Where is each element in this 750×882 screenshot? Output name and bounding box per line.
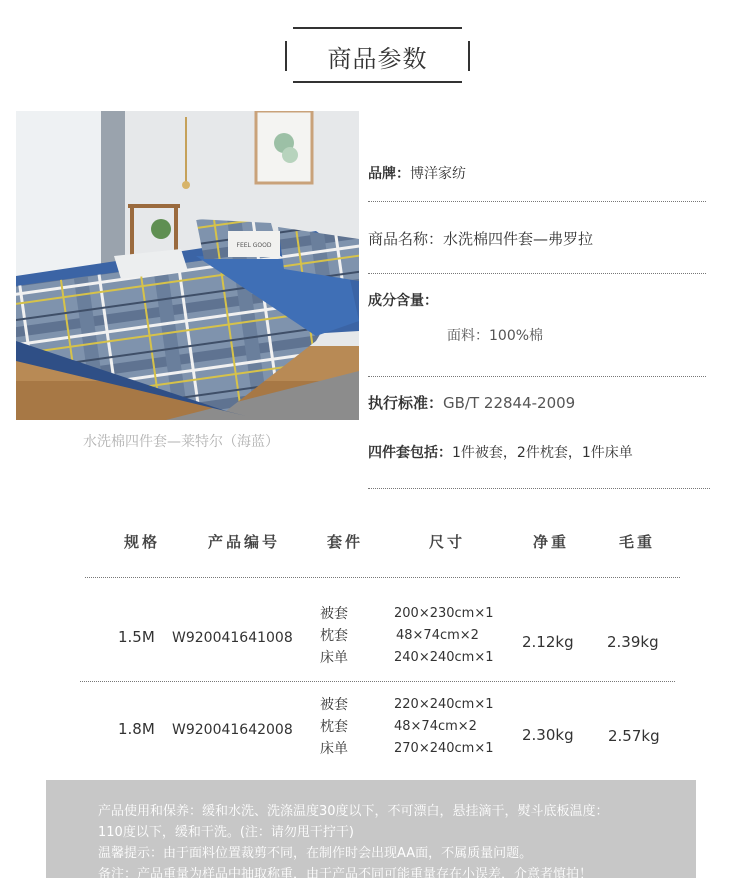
col-header-parts: 套件 — [327, 533, 364, 551]
parts-cell — [320, 694, 348, 760]
parts-cell — [320, 603, 348, 669]
set-contents-key: 四件套包括： — [368, 445, 452, 461]
product-name-value: 水洗棉四件套—弗罗拉 — [443, 230, 594, 248]
set-contents-value: 1件被套，2件枕套，1件床单 — [452, 445, 633, 461]
net-weight-cell: 2.12kg — [522, 633, 574, 651]
care-notes-box — [46, 780, 696, 882]
part-item: 被套 — [320, 606, 348, 622]
dimension-item: 270×240cm×1 — [394, 741, 494, 756]
standard-row — [368, 392, 575, 413]
table-divider — [80, 681, 675, 682]
set-contents-row — [368, 442, 633, 462]
warm-tip-line: 温馨提示：由于面料位置裁剪不同，在制作时会出现AA面，不属质量问题。 — [98, 846, 533, 861]
col-header-gross-weight: 毛重 — [619, 533, 656, 551]
info-divider — [368, 273, 706, 274]
code-cell: W920041642008 — [172, 722, 293, 738]
spec-cell: 1.8M — [118, 720, 155, 738]
photo-caption: 水洗棉四件套—莱特尔（海蓝） — [83, 434, 279, 450]
part-item: 被套 — [320, 697, 348, 713]
brand-key: 品牌： — [368, 166, 410, 182]
standard-value: GB/T 22844-2009 — [443, 394, 576, 412]
dimension-item: 200×230cm×1 — [394, 606, 494, 621]
code-cell: W920041641008 — [172, 630, 293, 646]
dimensions-cell — [394, 694, 494, 760]
dimension-item: 48×74cm×2 — [396, 628, 479, 643]
product-name-key: 商品名称： — [368, 230, 444, 248]
care-note-line: 产品使用和保养：缓和水洗、洗涤温度30度以下，不可漂白，悬挂滴干，熨斗底板温度： — [98, 804, 609, 819]
dimension-item: 48×74cm×2 — [394, 719, 477, 734]
dimension-item: 220×240cm×1 — [394, 697, 494, 712]
content-row — [368, 290, 438, 310]
section-title-frame — [285, 27, 470, 83]
net-weight-cell: 2.30kg — [522, 726, 574, 744]
part-item: 枕套 — [320, 719, 348, 735]
col-header-dimensions: 尺寸 — [429, 533, 466, 551]
content-value: 面料：100%棉 — [447, 328, 544, 344]
remark-line: 备注：产品重量为样品中抽取称重，由于产品不同可能重量存在小误差，介意者慎拍！ — [98, 867, 593, 882]
col-header-net-weight: 净重 — [533, 533, 570, 551]
standard-key: 执行标准： — [368, 394, 444, 412]
pillow-text: FEEL GOOD — [236, 242, 272, 249]
title-bottom-rule — [293, 81, 462, 83]
dimension-item: 240×240cm×1 — [394, 650, 494, 665]
dimensions-cell — [394, 603, 494, 669]
info-divider — [368, 201, 706, 202]
info-divider — [368, 376, 706, 377]
gross-weight-cell: 2.57kg — [608, 727, 660, 745]
table-divider — [85, 577, 680, 578]
title-right-bar — [468, 41, 470, 71]
part-item: 床单 — [320, 650, 348, 666]
gross-weight-cell: 2.39kg — [607, 633, 659, 651]
brand-row — [368, 163, 466, 183]
section-title: 商品参数 — [327, 45, 428, 73]
title-top-rule — [293, 27, 462, 29]
col-header-code: 产品编号 — [208, 533, 281, 551]
part-item: 枕套 — [320, 628, 348, 644]
part-item: 床单 — [320, 741, 348, 757]
care-note-line: 110度以下，缓和干洗。(注：请勿甩干拧干) — [98, 825, 354, 840]
product-photo — [16, 111, 359, 420]
info-divider — [368, 488, 710, 489]
product-name-row — [368, 228, 593, 249]
content-key: 成分含量： — [368, 293, 438, 309]
col-header-spec: 规格 — [124, 533, 161, 551]
brand-value: 博洋家纺 — [410, 166, 466, 182]
spec-cell: 1.5M — [118, 628, 155, 646]
